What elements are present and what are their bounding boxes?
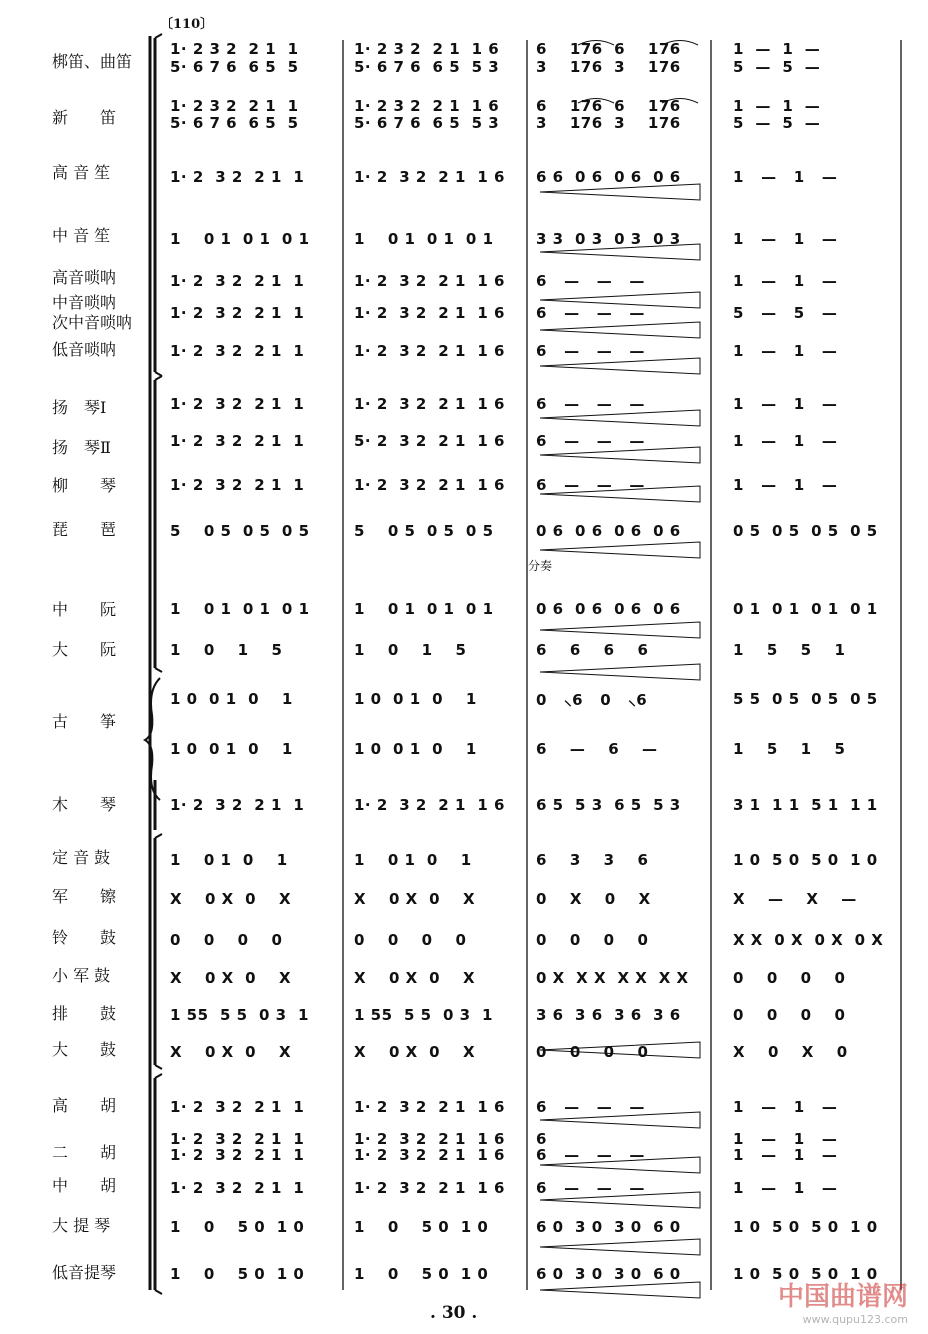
notation-bangdi-bot-m4: 5 — 5 — (733, 58, 821, 76)
notation-liuqin-m4: 1 — 1 — (733, 476, 838, 494)
notation-guzheng-bot-m4: 1 5 1 5 (733, 740, 846, 758)
instrument-name-dingyingu: 定 音 鼓 (52, 848, 111, 867)
notation-datiqin-m4: 1 0 5 0 5 0 1 0 (733, 1218, 878, 1236)
notation-yangqin2-m2: 5· 2 3 2 2 1 1 6 (354, 432, 505, 450)
notation-junbo-m4: X — X — (733, 890, 857, 908)
notation-erhu-bot-m1: 1· 2 3 2 2 1 1 (170, 1146, 305, 1164)
notation-dingyingu-m1: 1 0 1 0 1 (170, 851, 288, 869)
instrument-name-xiaojungu: 小 军 鼓 (52, 966, 111, 985)
notation-erhu-bot-m3: 6 — — — (536, 1146, 645, 1164)
instrument-name-gaohu: 高 胡 (52, 1096, 117, 1115)
notation-zhongsuona-m2: 1· 2 3 2 2 1 1 6 (354, 304, 505, 322)
notation-dagu-m3: 0 0 0 0 (536, 1043, 649, 1061)
instrument-name-zhonghu: 中 胡 (52, 1176, 117, 1195)
notation-liuqin-m1: 1· 2 3 2 2 1 1 (170, 476, 305, 494)
instrument-name-junbo: 军 镲 (52, 887, 117, 906)
notation-gaoyinsuona-m4: 1 — 1 — (733, 272, 838, 290)
notation-bangdi-bot-m1: 5· 6 7 6 6 5 5 (170, 58, 299, 76)
notation-yangqin1-m4: 1 — 1 — (733, 395, 838, 413)
notation-yangqin2-m4: 1 — 1 — (733, 432, 838, 450)
notation-zhonghu-m1: 1· 2 3 2 2 1 1 (170, 1179, 305, 1197)
notation-pipa-m2: 5 0 5 0 5 0 5 (354, 522, 494, 540)
instrument-name-zhongyinsheng: 中 音 笙 (52, 226, 111, 245)
notation-diyinsuona-m1: 1· 2 3 2 2 1 1 (170, 342, 305, 360)
notation-xindi-top-m4: 1 — 1 — (733, 97, 821, 115)
notation-erhu-bot-m2: 1· 2 3 2 2 1 1 6 (354, 1146, 505, 1164)
site-watermark (778, 1276, 908, 1326)
notation-zhongyinsheng-m3: 3 3 0 3 0 3 0 3 (536, 230, 681, 248)
notation-gaoyinsheng-m1: 1· 2 3 2 2 1 1 (170, 168, 305, 186)
notation-muqin-m3: 6 5 5 3 6 5 5 3 (536, 796, 681, 814)
notation-linggu-m3: 0 0 0 0 (536, 931, 649, 949)
notation-datiqin-m1: 1 0 5 0 1 0 (170, 1218, 305, 1236)
notation-gaoyinsheng-m3: 6 6 0 6 0 6 0 6 (536, 168, 681, 186)
notation-junbo-m3: 0 X 0 X (536, 890, 651, 908)
notation-pipa-m3: 0 6 0 6 0 6 0 6 (536, 522, 681, 540)
notation-bangdi-top-m1: 1· 2 3 2 2 1 1 (170, 40, 299, 58)
notation-bangdi-bot-m3: 3 176 3 176 (536, 58, 681, 76)
notation-zhonghu-m2: 1· 2 3 2 2 1 1 6 (354, 1179, 505, 1197)
notation-xindi-bot-m4: 5 — 5 — (733, 114, 821, 132)
instrument-name-liuqin: 柳 琴 (52, 476, 117, 495)
notation-xiaojungu-m2: X 0 X 0 X (354, 969, 476, 987)
notation-junbo-m2: X 0 X 0 X (354, 890, 476, 908)
instrument-name-dagu: 大 鼓 (52, 1040, 117, 1059)
instrument-name-guzheng: 古 筝 (52, 712, 117, 731)
notation-muqin-m2: 1· 2 3 2 2 1 1 6 (354, 796, 505, 814)
notation-bangdi-top-m4: 1 — 1 — (733, 40, 821, 58)
notation-bangdi-top-m3: 6 176 6 176 (536, 40, 681, 58)
notation-guzheng-bot-m3: 6 — 6 — (536, 740, 658, 758)
group-bracket-winds (155, 34, 162, 376)
notation-xiaojungu-m1: X 0 X 0 X (170, 969, 292, 987)
notation-erhu-top-m1: 1· 2 3 2 2 1 1 (170, 1130, 305, 1148)
instrument-name-linggu: 铃 鼓 (52, 928, 117, 947)
notation-yangqin2-m3: 6 — — — (536, 432, 645, 450)
notation-gaoyinsuona-m2: 1· 2 3 2 2 1 1 6 (354, 272, 505, 290)
notation-dagu-m4: X 0 X 0 (733, 1043, 848, 1061)
notation-bangdi-top-m2: 1· 2 3 2 2 1 1 6 (354, 40, 500, 58)
notation-zhonghu-m4: 1 — 1 — (733, 1179, 838, 1197)
group-bracket-strings (155, 1074, 162, 1294)
notation-datiqin-m2: 1 0 5 0 1 0 (354, 1218, 489, 1236)
notation-diyinsuona-m2: 1· 2 3 2 2 1 1 6 (354, 342, 505, 360)
instrument-name-cizhongyinsuona: 次中音唢呐 (52, 313, 133, 332)
group-bracket-plucked (155, 376, 162, 672)
notation-xindi-bot-m2: 5· 6 7 6 6 5 5 3 (354, 114, 500, 132)
notation-zhongyinsheng-m4: 1 — 1 — (733, 230, 838, 248)
instrument-name-daruan: 大 阮 (52, 640, 117, 659)
notation-guzheng-bot-m1: 1 0 0 1 0 1 (170, 740, 293, 758)
notation-zhonghu-m3: 6 — — — (536, 1179, 645, 1197)
notation-daruan-m3: 6 6 6 6 (536, 641, 649, 659)
page-number: . 30 . (430, 1303, 478, 1323)
notation-muqin-m4: 3 1 1 1 5 1 1 1 (733, 796, 878, 814)
instrument-name-yangqin1: 扬 琴Ⅰ (52, 398, 107, 417)
notation-linggu-m1: 0 0 0 0 (170, 931, 283, 949)
notation-dingyingu-m4: 1 0 5 0 5 0 1 0 (733, 851, 878, 869)
notation-zhongruan-m2: 1 0 1 0 1 0 1 (354, 600, 494, 618)
watermark-brand: 中国曲谱网 (777, 1282, 908, 1312)
notation-zhongruan-m4: 0 1 0 1 0 1 0 1 (733, 600, 878, 618)
notation-dingyingu-m3: 6 3 3 6 (536, 851, 649, 869)
notation-guzheng-top-m2: 1 0 0 1 0 1 (354, 690, 477, 708)
notation-yangqin2-m1: 1· 2 3 2 2 1 1 (170, 432, 305, 450)
notation-dagu-m1: X 0 X 0 X (170, 1043, 292, 1061)
notation-datiqin-m3: 6 0 3 0 3 0 6 0 (536, 1218, 681, 1236)
notation-diyintiqin-m2: 1 0 5 0 1 0 (354, 1265, 489, 1283)
notation-guzheng-bot-m2: 1 0 0 1 0 1 (354, 740, 477, 758)
instrument-name-gaoyinsheng: 高 音 笙 (52, 163, 111, 182)
notation-gaoyinsuona-m1: 1· 2 3 2 2 1 1 (170, 272, 305, 290)
group-bracket-percussion (155, 834, 162, 1069)
rehearsal-mark: 〔110〕 (160, 17, 214, 32)
notation-erhu-bot-m4: 1 — 1 — (733, 1146, 838, 1164)
notation-gaoyinsuona-m3: 6 — — — (536, 272, 645, 290)
notation-xindi-bot-m1: 5· 6 7 6 6 5 5 (170, 114, 299, 132)
notation-xindi-top-m2: 1· 2 3 2 2 1 1 6 (354, 97, 500, 115)
notation-zhongsuona-m1: 1· 2 3 2 2 1 1 (170, 304, 305, 322)
notation-daruan-m1: 1 0 1 5 (170, 641, 283, 659)
notation-zhongsuona-m3: 6 — — — (536, 304, 645, 322)
notation-zhongruan-m1: 1 0 1 0 1 0 1 (170, 600, 310, 618)
notation-xindi-top-m1: 1· 2 3 2 2 1 1 (170, 97, 299, 115)
notation-paigu-m1: 1 55 5 5 0 3 1 (170, 1006, 309, 1024)
notation-xiaojungu-m3: 0 X X X X X X X (536, 969, 689, 987)
notation-daruan-m2: 1 0 1 5 (354, 641, 467, 659)
instrument-name-gaoyinsuona: 高音唢呐 (52, 268, 117, 287)
notation-pipa-m4: 0 5 0 5 0 5 0 5 (733, 522, 878, 540)
notation-gaoyinsheng-m4: 1 — 1 — (733, 168, 838, 186)
notation-diyintiqin-m3: 6 0 3 0 3 0 6 0 (536, 1265, 681, 1283)
notation-linggu-m2: 0 0 0 0 (354, 931, 467, 949)
instrument-name-diyinsuona: 低音唢呐 (52, 340, 117, 359)
split-label: 分奏 (528, 559, 553, 573)
notation-liuqin-m3: 6 — — — (536, 476, 645, 494)
instrument-name-zhongruan: 中 阮 (52, 600, 117, 619)
notation-gaoyinsheng-m2: 1· 2 3 2 2 1 1 6 (354, 168, 505, 186)
notation-erhu-top-m3: 6 (536, 1130, 547, 1148)
instrument-name-pipa: 琵 琶 (52, 520, 117, 539)
notation-pipa-m1: 5 0 5 0 5 0 5 (170, 522, 310, 540)
notation-guzheng-top-m3: 0 ⸜6 0 ⸜6 (536, 691, 648, 709)
notation-xiaojungu-m4: 0 0 0 0 (733, 969, 846, 987)
notation-diyintiqin-m1: 1 0 5 0 1 0 (170, 1265, 305, 1283)
notation-dingyingu-m2: 1 0 1 0 1 (354, 851, 472, 869)
notation-gaohu-m1: 1· 2 3 2 2 1 1 (170, 1098, 305, 1116)
instrument-name-zhongyinsuona: 中音唢呐 (52, 293, 117, 312)
instrument-name-datiqin: 大 提 琴 (52, 1216, 111, 1235)
notation-erhu-top-m4: 1 — 1 — (733, 1130, 838, 1148)
notation-bangdi-bot-m2: 5· 6 7 6 6 5 5 3 (354, 58, 500, 76)
instrument-name-paigu: 排 鼓 (52, 1004, 117, 1023)
instrument-name-muqin: 木 琴 (52, 795, 117, 814)
notation-daruan-m4: 1 5 5 1 (733, 641, 846, 659)
notation-yangqin1-m3: 6 — — — (536, 395, 645, 413)
notation-linggu-m4: X X 0 X 0 X 0 X (733, 931, 884, 949)
notation-junbo-m1: X 0 X 0 X (170, 890, 292, 908)
watermark-url: www.qupu123.com (802, 1313, 908, 1326)
notation-muqin-m1: 1· 2 3 2 2 1 1 (170, 796, 305, 814)
notation-liuqin-m2: 1· 2 3 2 2 1 1 6 (354, 476, 505, 494)
notation-yangqin1-m2: 1· 2 3 2 2 1 1 6 (354, 395, 505, 413)
instrument-name-bangdi: 梆笛、曲笛 (52, 52, 133, 71)
notation-guzheng-top-m4: 5 5 0 5 0 5 0 5 (733, 690, 878, 708)
notation-guzheng-top-m1: 1 0 0 1 0 1 (170, 690, 293, 708)
instrument-name-erhu: 二 胡 (52, 1143, 117, 1162)
notation-xindi-top-m3: 6 176 6 176 (536, 97, 681, 115)
notation-gaohu-m2: 1· 2 3 2 2 1 1 6 (354, 1098, 505, 1116)
notation-zhongsuona-m4: 5 — 5 — (733, 304, 838, 322)
instrument-name-xindi: 新 笛 (52, 108, 117, 127)
notation-diyintiqin-m4: 1 0 5 0 5 0 1 0 (733, 1265, 878, 1283)
notation-diyinsuona-m3: 6 — — — (536, 342, 645, 360)
instrument-name-diyintiqin: 低音提琴 (52, 1263, 117, 1282)
notation-dagu-m2: X 0 X 0 X (354, 1043, 476, 1061)
notation-zhongruan-m3: 0 6 0 6 0 6 0 6 (536, 600, 681, 618)
notation-paigu-m4: 0 0 0 0 (733, 1006, 846, 1024)
instrument-name-yangqin2: 扬 琴Ⅱ (52, 438, 111, 457)
notation-zhongyinsheng-m1: 1 0 1 0 1 0 1 (170, 230, 310, 248)
guzheng-brace (145, 678, 160, 800)
notation-erhu-top-m2: 1· 2 3 2 2 1 1 6 (354, 1130, 505, 1148)
notation-paigu-m2: 1 55 5 5 0 3 1 (354, 1006, 493, 1024)
notation-yangqin1-m1: 1· 2 3 2 2 1 1 (170, 395, 305, 413)
notation-paigu-m3: 3 6 3 6 3 6 3 6 (536, 1006, 681, 1024)
notation-zhongyinsheng-m2: 1 0 1 0 1 0 1 (354, 230, 494, 248)
notation-diyinsuona-m4: 1 — 1 — (733, 342, 838, 360)
notation-gaohu-m3: 6 — — — (536, 1098, 645, 1116)
notation-gaohu-m4: 1 — 1 — (733, 1098, 838, 1116)
notation-xindi-bot-m3: 3 176 3 176 (536, 114, 681, 132)
